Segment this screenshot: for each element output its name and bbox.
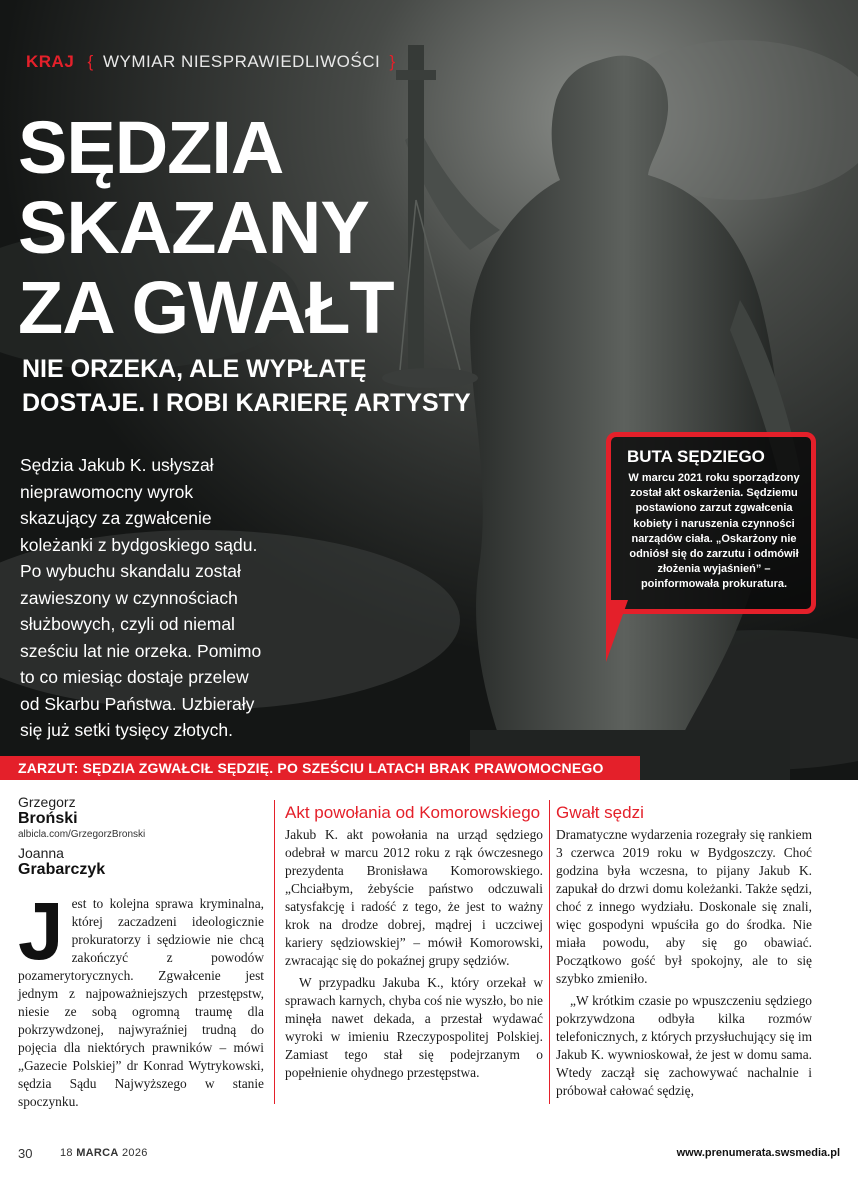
column-3-paragraph-1: Dramatyczne wydarzenia rozegrały się rankiem 3 czerwca 2019 roku w Bydgoszczy. Choć godzina była wczesna, to pijany Jakub K. zapukał do drzwi domu koleżanki. Także sędzi, choć z innego wydziału. Doskonale się znali, więc gospodyni wpuściła go do środka. Nie miała powodu, aby się go obawiać. Początkowo gość był spokojny, ale to się szybko zmieniło. xyxy=(556,827,812,986)
headline-line-1: SĘDZIA xyxy=(18,106,284,189)
kicker xyxy=(26,52,396,72)
section-title-gwalt-sedzi: Gwałt sędzi xyxy=(556,803,644,822)
callout-box xyxy=(606,432,816,614)
section-title-akt-powolania: Akt powołania od Komorowskiego xyxy=(285,803,541,822)
kicker-close-brace: } xyxy=(389,52,396,71)
lead-paragraph: Sędzia Jakub K. usłyszał nieprawomocny wyrok skazujący za zgwałcenie koleżanki z bydgoskiego sądu. Po wybuchu skandalu został zawieszony w czynnościach służbowych, czyli od niemal sześciu lat nie orzeka. Pomimo to co miesiąc dostaje przelew od Skarbu Państwa. Uzbierały się już setki tysięcy złotych. xyxy=(20,455,262,740)
issue-date-month: MARCA xyxy=(76,1147,119,1159)
callout-text: W marcu 2021 roku sporządzony został akt oskarżenia. Sędziemu postawiono zarzut zgwałcenia kobiety i naruszenia czynności narządów ciała. „Oskarżony nie odniósł się do zarzutu i odmówił złożenia wyjaśnień” – poinformowała prokuratura. xyxy=(628,472,800,591)
author-2-last-name: Grabarczyk xyxy=(18,861,106,878)
column-3-paragraph-2: „W krótkim czasie po wpuszczeniu sędziego pokrzywdzona odbyła kilka rozmów telefonicznych, z których przysłuchujący się im Jakub K. wywnioskował, że jest w domu sama. Wtedy zaczął się zachowywać nachalnie i próbował całować sędzię, xyxy=(556,993,812,1098)
headline-line-2: SKAZANY xyxy=(18,186,369,269)
column-1-paragraph: est to kolejna sprawa kryminalna, której zaczadzeni ideologicznie prokuratorzy i sędziowie nie chcą zakończyć z powodów pozamerytorycznych. Zgwałcenie jest jednym z najpoważniejszych przestępstw, niesie ze sobą ogromną traumę dla pokrzywdzonej, najwyraźniej trudną do pojęcia dla niektórych prawników – mówi „Gazecie Polskiej” dr Konrad Wytrykowski, sędzia Sądu Najwyższego w stanie spoczynku. xyxy=(18,896,264,1109)
subheadline xyxy=(22,352,492,420)
page-footer xyxy=(18,1146,840,1166)
issue-date-year: 2026 xyxy=(122,1147,148,1159)
callout-title: BUTA SĘDZIEGO xyxy=(627,447,765,466)
issue-date xyxy=(60,1147,148,1159)
page-number: 30 xyxy=(18,1146,33,1161)
subhead-line-2: DOSTAJE. I ROBI KARIERĘ ARTYSTY xyxy=(22,389,471,417)
section-label: WYMIAR NIESPRAWIEDLIWOŚCI xyxy=(102,52,381,71)
author-1-first-name: Grzegorz xyxy=(18,794,76,810)
column-2-paragraph-2: W przypadku Jakuba K., który orzekał w sprawach karnych, chyba coś nie wyszło, bo nie minęła nawet dekada, a przestał wydawać wyroki w imieniu Rzeczypospolitej Polskiej. Zamiast tego stał się podejrzanym o popełnienie ohydnego przestępstwa. xyxy=(285,975,543,1080)
issue-date-day: 18 xyxy=(60,1147,73,1159)
article-column-3 xyxy=(556,804,812,1100)
subhead-line-1: NIE ORZEKA, ALE WYPŁATĘ xyxy=(22,355,367,383)
headline-line-3: ZA GWAŁT xyxy=(18,266,394,349)
subscription-website-link[interactable]: www.prenumerata.swsmedia.pl xyxy=(676,1147,840,1159)
column-2-paragraph-1: Jakub K. akt powołania na urząd sędziego odebrał w marcu 2012 roku z rąk ówczesnego prezydenta Bronisława Komorowskiego. „Chciałbym, żebyście państwo odczuwali satysfakcję i radość z tego, że jest to ważny krok na drodze dobrej, mądrej i uczciwej kariery sędziowskiej” – mówił Komorowski, zwracając się do pokaźnej grupy sędziów. xyxy=(285,827,543,968)
byline xyxy=(18,794,258,879)
article-column-1 xyxy=(18,886,264,1111)
author-1-social-link[interactable]: albicla.com/GrzegorzBronski xyxy=(18,829,146,840)
author-1-last-name: Broński xyxy=(18,810,78,827)
rubric-label: KRAJ xyxy=(26,52,75,71)
drop-cap: J xyxy=(18,886,64,977)
author-2-first-name: Joanna xyxy=(18,845,64,861)
red-banner: ZARZUT: SĘDZIA ZGWAŁCIŁ SĘDZIĘ. PO SZEŚCIU LATACH BRAK PRAWOMOCNEGO xyxy=(0,756,640,780)
headline xyxy=(18,108,418,348)
kicker-open-brace: { xyxy=(87,52,94,71)
article-column-2 xyxy=(285,804,543,1082)
callout-tail xyxy=(606,600,628,662)
column-divider-1 xyxy=(274,800,275,1104)
column-divider-2 xyxy=(549,800,550,1104)
